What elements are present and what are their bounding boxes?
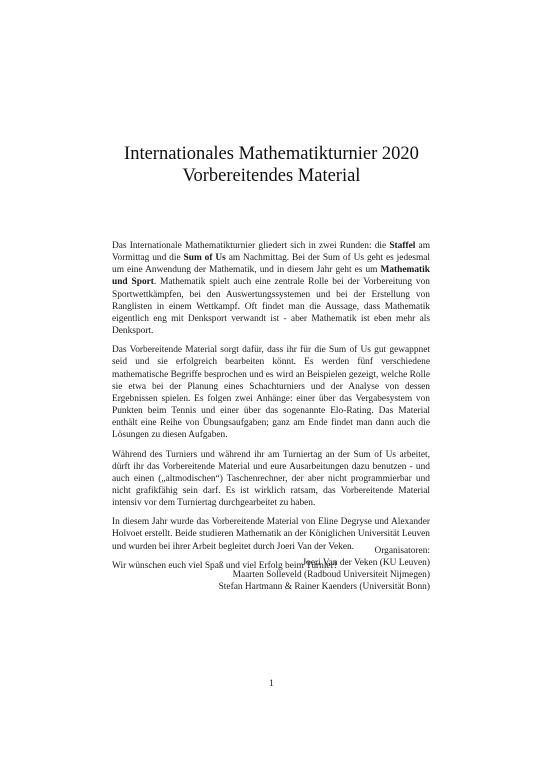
title-line-1: Internationales Mathematikturnier 2020: [124, 144, 419, 164]
signature-line: Stefan Hartmann & Rainer Kaenders (Universität Bonn): [218, 582, 430, 593]
paragraph-4-text: In diesem Jahr wurde das Vorbereitende Material von Eline Degryse und Alexander Holvoet erstellt. Beide studieren Mathematik an der Königlichen Universität Leuven und wurden bei ihrer Arbeit begleitet durch Joeri Van der Veken.: [112, 517, 430, 552]
paragraph-5-text: Wir wünschen euch viel Spaß und viel Erfolg beim Turnier!: [112, 560, 337, 571]
signature-line: Maarten Solleveld (Radboud Universiteit Nijmegen): [232, 570, 430, 581]
paragraph-1: [112, 240, 430, 337]
page-number: 1: [269, 679, 274, 689]
bold-term-staffel: Staffel: [389, 241, 416, 251]
bold-term-mathematik-und-sport: Mathematik und Sport: [112, 265, 430, 288]
paragraph-2-text: Das Vorbereitende Material sorgt dafür, dass ihr für die Sum of Us gut gewappnet seid und sie erfolgreich bearbeiten könnt. Es werden fünf verschiedene mathematische Begriffe besprochen und es wird an Beispielen gezeigt, welche Rolle sie etwa bei der Planung eines Schachturniers und der Analyse von dessen Ergebnissen spielen. Es folgen zwei Anhänge: einer über das Vergabesystem von Punkten beim Tennis und einer über das sogenannte Elo-Rating. Das Material enthält eine Reihe von Übungsaufgaben; ganz am Ende findet man dann auch die Lösungen zu diesen Aufgaben.: [112, 345, 430, 441]
paragraph-3-text: Während des Turniers und während ihr am Turniertag an der Sum of Us arbeitet, dürft ihr das Vorbereitende Material und eure Ausarbeitungen dazu benutzen - und auch einen („altmodischen“) Taschenrechner, der aber nicht programmierbar und nicht grafikfähig sein darf. Es ist wirklich ratsam, das Vorbereitende Material intensiv vor dem Turniertag durchgearbeitet zu haben.: [112, 449, 430, 509]
paragraph-1-segment: Das Internationale Mathematikturnier gliedert sich in zwei Runden: die: [112, 241, 390, 251]
signature-line: Joeri Van der Veken (KU Leuven): [302, 558, 430, 569]
document-title: [0, 143, 543, 187]
paragraph-1-segment: . Mathematik spielt auch eine zentrale Rolle bei der Vorbereitung von Sportwettkämpfen, bei den Auswertungssystemen und bei der Erstellung von Ranglisten in einem Wettkampf. Oft findet man die Aussage, dass Mathematik eigentlich eng mit Denksport verwandt ist - aber Mathematik ist eben mehr als Denksport.: [112, 277, 430, 337]
paragraph-1-segment: am Vormittag und die: [112, 241, 430, 264]
title-line-2: Vorbereitendes Material: [182, 166, 361, 186]
bold-term-sum-of-us: Sum of Us: [183, 253, 226, 264]
signature-heading: Organisatoren:: [374, 546, 430, 556]
paragraph-3: [112, 449, 430, 510]
paragraph-2: [112, 344, 430, 441]
document-body: [112, 240, 430, 579]
paragraph-1-segment: am Nachmittag. Bei der Sum of Us geht es jedesmal um eine Anwendung der Mathematik, und in diesem Jahr geht es um: [112, 253, 431, 276]
signature-block: [219, 545, 430, 594]
